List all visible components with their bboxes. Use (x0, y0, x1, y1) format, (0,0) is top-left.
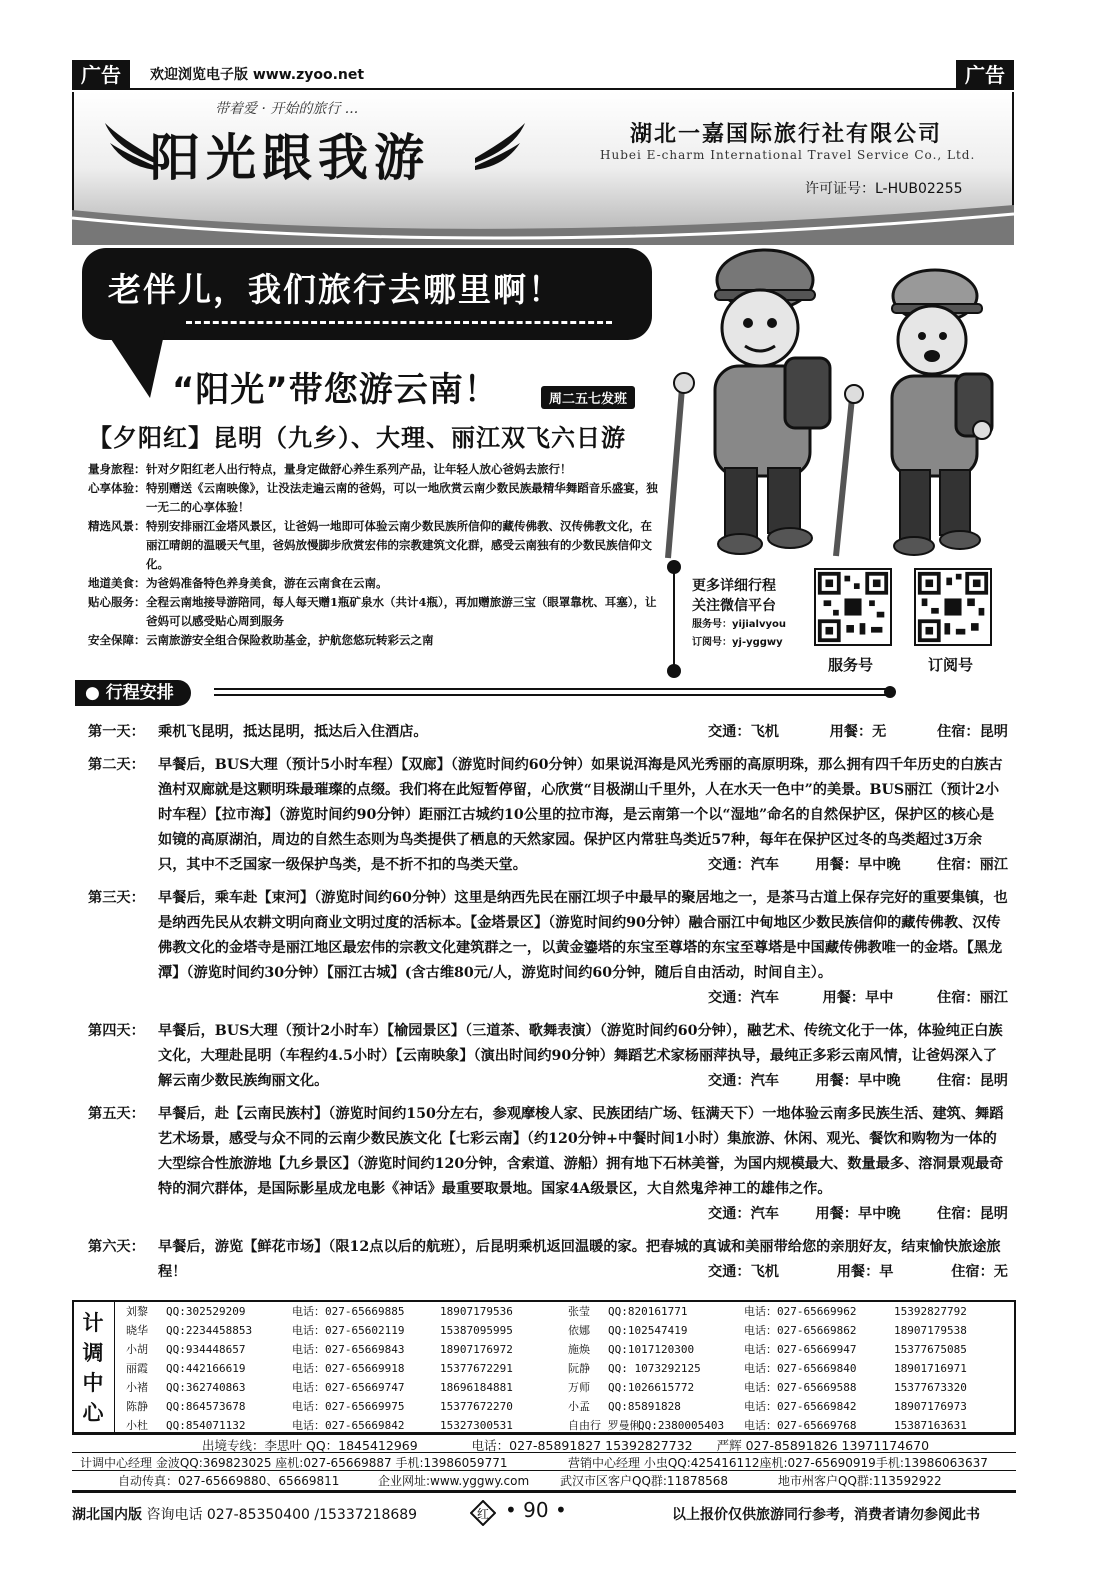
contact-row (568, 1302, 967, 1321)
contact-tel[interactable]: 电话：027-65669918 (292, 1362, 405, 1375)
contact-name: 万师 (568, 1381, 590, 1394)
feature-label: 心享体验： (88, 481, 146, 495)
contact-mobile[interactable]: 15387095995 (440, 1324, 513, 1337)
contact-row (568, 1397, 967, 1416)
feature-label: 安全保障： (88, 633, 146, 647)
fax-line: 自动传真：027-65669880、65669811 (118, 1474, 340, 1488)
day-text: 早餐后，赴【云南民族村】（游览时间约150分左右，参观摩梭人家、民族团结广场、钰满天下）一地体验云南多民族生活、建筑、舞蹈艺术场景，感受与众不同的云南少数民族文化【七彩云南】（约120分钟+中餐时间1小时）集旅游、休闲、观光、餐饮和购物为一体的大型综合性旅游地【九乡景区】（游览时间约120分钟，含索道、游船）拥有地下石林美誉，为国内规模最大、数量最多、溶洞景观最奇特的洞穴群体，是国际影星成龙电影《神话》最重要取景地。国家4A级景区，大自然鬼斧神工的雄伟之作。 (158, 1106, 1004, 1197)
subscribe-qr-label: 订阅号 (928, 656, 974, 674)
contact-mobile[interactable]: 18901716971 (894, 1362, 967, 1375)
contact-mobile[interactable]: 18907179536 (440, 1305, 513, 1318)
day-transport: 交通：汽车 (708, 1206, 779, 1222)
contact-row (568, 1321, 967, 1340)
contact-qq[interactable]: QQ:864573678 (166, 1400, 246, 1413)
service-qr-label: 服务号 (828, 656, 874, 674)
page-badge-icon (470, 1500, 496, 1526)
outbound-contact[interactable]: 出境专线：李思叶 QQ：1845412969 (202, 1438, 418, 1453)
feature-item (88, 574, 660, 593)
contact-mobile[interactable]: 18907176973 (894, 1400, 967, 1413)
subscribe-qr-code[interactable] (914, 568, 992, 646)
day-meta (708, 853, 1008, 878)
slogan-logo: 阳光跟我游 (150, 128, 430, 187)
wechat-line1: 更多详细行程 (692, 578, 776, 594)
contact-qq[interactable]: QQ:2234458853 (166, 1324, 253, 1337)
footer-disclaimer: 以上报价仅供旅游同行参考，消费者请勿参阅此书 (672, 1507, 980, 1523)
qq-group-wuhan[interactable]: 武汉市区客户QQ群:11878568 (560, 1474, 729, 1488)
contact-tel[interactable]: 电话：027-65669947 (744, 1343, 857, 1356)
elderly-couple-hiking-illustration (660, 238, 1010, 563)
contact-mobile[interactable]: 18907176972 (440, 1343, 513, 1356)
contact-mobile[interactable]: 15377675085 (894, 1343, 967, 1356)
contact-qq[interactable]: QQ:934448657 (166, 1343, 246, 1356)
welcome-text[interactable]: 欢迎浏览电子版 www.zyoo.net (150, 67, 365, 83)
feature-text: 针对夕阳红老人出行特点，量身定做舒心养生系列产品，让年轻人放心爸妈去旅行！ (146, 462, 572, 476)
contact-name: 依娜 (568, 1324, 590, 1337)
itinerary-day (88, 1235, 1008, 1285)
feature-text: 云南旅游安全组合保险救助基金，护航您悠玩转彩云之南 (146, 633, 434, 647)
contact-qq[interactable]: QQ:102547419 (608, 1324, 688, 1337)
section-rule (214, 688, 894, 696)
day-stay: 住宿：昆明 (937, 1073, 1008, 1089)
promo-subtitle: “阳光”带您游云南！ (172, 370, 499, 410)
feature-item (88, 593, 660, 631)
day-transport: 交通：汽车 (708, 1073, 779, 1089)
website-link[interactable]: 企业网址:www.yggwy.com (378, 1474, 530, 1488)
wechat-info (692, 576, 786, 652)
contact-mobile[interactable]: 18907179538 (894, 1324, 967, 1337)
day-stay: 住宿：昆明 (937, 724, 1008, 740)
itinerary-day (88, 886, 1008, 1011)
day-label: 第四天： (88, 1023, 145, 1039)
contact-name: 陈静 (126, 1400, 148, 1413)
day-text: 早餐后，乘车赴【束河】（游览时间约60分钟）这里是纳西先民在丽江坝子中最早的聚居地之一，是茶马古道上保存完好的重要集镇，也是纳西先民从农耕文明向商业文明过度的活标本。【金塔景区】（游览时间约90分钟）融合丽江中甸地区少数民族信仰的藏传佛教、汉传佛教文化的金塔寺是丽江地区最宏伟的宗教文化建筑群之一，以黄金鎏塔的东宝至尊塔的东宝至尊塔是中国藏传佛教唯一的金塔。【黑龙潭】（游览时间约30分钟）【丽江古城】(含古维80元/人，游览时间约60分钟，随后自由活动，时间自主）。 (158, 890, 1008, 981)
contact-qq[interactable]: QQ:1026615772 (608, 1381, 695, 1394)
contact-row (126, 1321, 513, 1340)
wechat-service-id: 服务号：yijialvyou (692, 619, 787, 630)
day-label: 第二天： (88, 757, 145, 773)
contact-qq[interactable]: QQ:85891828 (608, 1400, 681, 1413)
day-meal: 用餐：早中 (822, 990, 894, 1006)
footer-rule (72, 1490, 1016, 1493)
itinerary-day (88, 1019, 1008, 1094)
contact-tel[interactable]: 电话：027-65669975 (292, 1400, 405, 1413)
day-meal: 用餐：早中晚 (815, 1206, 901, 1222)
outbound-yanhui[interactable]: 严辉 027-85891826 13971174670 (716, 1438, 930, 1453)
service-qr-code[interactable] (814, 568, 892, 646)
manager-line[interactable]: 计调中心经理 金波QQ:369823025 座机:027-65669887 手机:13986059771 (80, 1456, 508, 1470)
contact-name: 丽霞 (126, 1362, 148, 1375)
contact-name: 小孟 (568, 1400, 590, 1413)
center-divider (114, 1300, 115, 1434)
departure-badge: 周二五七发班 (541, 386, 635, 409)
feature-item (88, 631, 660, 650)
day-stay: 住宿：丽江 (937, 990, 1008, 1006)
day-meta (708, 720, 1008, 745)
ad-tag-left: 广告 (72, 60, 130, 90)
contact-qq[interactable]: QQ:854071132 (166, 1419, 246, 1432)
contact-tel[interactable]: 电话：027-65669747 (292, 1381, 405, 1394)
contact-rule (72, 1470, 1016, 1471)
contact-row (568, 1359, 967, 1378)
day-label: 第一天： (88, 724, 145, 740)
contact-row (126, 1378, 513, 1397)
qr-divider (673, 565, 675, 673)
center-label: 计调中心 (82, 1311, 104, 1425)
contact-table-right (568, 1302, 967, 1435)
feature-text: 全程云南地接导游陪同，每人每天赠1瓶矿泉水（共计4瓶），再加赠旅游三宝（眼罩靠枕、耳塞），让爸妈可以感受贴心周到服务 (146, 595, 657, 628)
contact-mobile[interactable]: 15377672291 (440, 1362, 513, 1375)
company-name-cn: 湖北一嘉国际旅行社有限公司 (630, 122, 943, 147)
feature-label: 贴心服务： (88, 595, 146, 609)
contact-name: 小杜 (126, 1419, 148, 1432)
day-meal: 用餐：早 (836, 1264, 894, 1280)
day-transport: 交通：汽车 (708, 990, 779, 1006)
license-number: 许可证号：L-HUB02255 (805, 181, 963, 197)
feature-item (88, 460, 660, 479)
contact-qq[interactable]: QQ:1017120300 (608, 1343, 695, 1356)
day-label: 第六天： (88, 1239, 145, 1255)
contact-qq[interactable]: QQ:442166619 (166, 1362, 246, 1375)
contact-tel[interactable]: 电话：027-65669843 (292, 1343, 405, 1356)
day-meal: 用餐：无 (829, 724, 887, 740)
day-label: 第三天： (88, 890, 145, 906)
contact-qq[interactable]: QQ:2380005403 (638, 1419, 725, 1432)
qq-group-regions[interactable]: 地市州客户QQ群:113592922 (778, 1474, 942, 1488)
contact-mobile[interactable]: 18696184881 (440, 1381, 513, 1394)
slogan-small: 带着爱 · 开始的旅行 ... (215, 101, 359, 117)
day-transport: 交通：汽车 (708, 857, 779, 873)
company-name-en: Hubei E-charm International Travel Service Co., Ltd. (600, 148, 976, 162)
day-stay: 住宿：昆明 (937, 1206, 1008, 1222)
route-title: 【夕阳红】昆明（九乡）、大理、丽江双飞六日游 (88, 424, 626, 452)
contact-tel[interactable]: 电话：027-65602119 (292, 1324, 405, 1337)
contact-mobile[interactable]: 15377673320 (894, 1381, 967, 1394)
feature-item (88, 517, 660, 574)
footer-left (72, 1504, 417, 1524)
day-meal: 用餐：早中晚 (815, 857, 901, 873)
day-meal: 用餐：早中晚 (815, 1073, 901, 1089)
feature-text: 特别赠送《云南映像》，让没法走遍云南的爸妈，可以一地欣赏云南少数民族最精华舞蹈音乐盛宴，独一无二的心享体验！ (146, 481, 658, 514)
bubble-tail (105, 330, 165, 400)
contact-tel[interactable]: 电话：027-65669842 (744, 1400, 857, 1413)
contact-tel[interactable]: 电话：027-65669962 (744, 1305, 857, 1318)
contact-name: 小褚 (126, 1381, 148, 1394)
feature-label: 精选风景： (88, 519, 146, 533)
wechat-line2: 关注微信平台 (692, 598, 776, 614)
contact-name: 施焕 (568, 1343, 590, 1356)
contact-qq[interactable]: QQ:302529209 (166, 1305, 246, 1318)
outbound-tel[interactable]: 电话：027-85891827 15392827732 (471, 1438, 693, 1453)
ad-tag-right: 广告 (956, 60, 1014, 90)
headline-title: 老伴儿，我们旅行去哪里啊！ (108, 270, 563, 309)
itinerary-list (88, 720, 1008, 1293)
contact-tel[interactable]: 电话：027-65669588 (744, 1381, 857, 1394)
contact-mobile[interactable]: 15387163631 (894, 1419, 967, 1432)
day-meta (708, 1069, 1008, 1094)
day-meta (708, 986, 1008, 1011)
day-text: 早餐后，BUS大理（预计2小时车）【榆园景区】（三道茶、歌舞表演）（游览时间约60分钟），融艺术、传统文化于一体，体验纯正白族文化，大理赴昆明（车程约4.5小时）【云南映象】（演出时间约90分钟）舞蹈艺术家杨丽萍执导，最纯正多彩云南风情，让爸妈深入了解云南少数民族绚丽文化。 (158, 1023, 1003, 1089)
day-label: 第五天： (88, 1106, 145, 1122)
contact-name: 张莹 (568, 1305, 590, 1318)
feature-text: 特别安排丽江金塔风景区，让爸妈一地即可体验云南少数民族所信仰的藏传佛教、汉传佛教文化，在丽江晴朗的温暖天气里，爸妈放慢脚步欣赏宏伟的宗教建筑文化群，感受云南独有的少数民族信仰文化。 (146, 519, 652, 571)
itinerary-day (88, 1102, 1008, 1227)
contact-row (568, 1416, 967, 1435)
day-stay: 住宿：丽江 (937, 857, 1008, 873)
day-transport: 交通：飞机 (708, 724, 779, 740)
contact-mobile[interactable]: 15377672270 (440, 1400, 513, 1413)
header-rule (72, 88, 1014, 90)
contact-row (126, 1416, 513, 1435)
page-badge-text: 红 (476, 1507, 490, 1521)
qr-divider-dot-top (667, 560, 681, 574)
contact-row (126, 1397, 513, 1416)
contact-tel[interactable]: 电话：027-65669885 (292, 1305, 405, 1318)
contact-row (126, 1340, 513, 1359)
contact-name: 自由行 罗曼俐 (568, 1419, 641, 1432)
section-rule-dot (884, 686, 896, 698)
day-meta (708, 1202, 1008, 1227)
qr-divider-dot-bottom (667, 664, 681, 678)
day-text: 早餐后，游览【鲜花市场】（限12点以后的航班），后昆明乘机返回温暖的家。把春城的真诚和美丽带给您的亲朋好友，结束愉快旅途旅程！ (158, 1239, 1001, 1280)
contact-name: 刘黎 (126, 1305, 148, 1318)
contact-row (568, 1378, 967, 1397)
bubble-dash-line (186, 321, 612, 324)
day-text: 乘机飞昆明，抵达昆明，抵达后入住酒店。 (158, 724, 428, 740)
feature-text: 为爸妈准备特色养身美食，游在云南食在云南。 (146, 576, 388, 590)
contact-qq[interactable]: QQ:362740863 (166, 1381, 246, 1394)
itinerary-day (88, 720, 1008, 745)
feature-label: 量身旅程： (88, 462, 146, 476)
footer-hotline: 咨询电话 027-85350400 /15337218689 (146, 1507, 418, 1523)
itinerary-section-title: ● 行程安排 (75, 680, 191, 706)
contact-tel[interactable]: 电话：027-65669768 (744, 1419, 857, 1432)
contact-mobile[interactable]: 15392827792 (894, 1305, 967, 1318)
contact-qq[interactable]: QQ: 1073292125 (608, 1362, 701, 1375)
right-wing-icon (470, 118, 530, 178)
feature-list (88, 460, 660, 650)
contact-name: 阮静 (568, 1362, 590, 1375)
contact-table-left (126, 1302, 513, 1435)
footer-edition: 湖北国内版 (72, 1507, 142, 1523)
itinerary-day (88, 753, 1008, 878)
sales-line[interactable]: 营销中心经理 小虫QQ:425416112座机:027-65690919手机:13986063637 (568, 1456, 988, 1470)
wechat-subscribe-id: 订阅号：yj-yggwy (692, 637, 783, 648)
contact-tel[interactable]: 电话：027-65669862 (744, 1324, 857, 1337)
day-meta (708, 1260, 1008, 1285)
contact-row (126, 1359, 513, 1378)
contact-rule (72, 1452, 1016, 1453)
contact-name: 小胡 (126, 1343, 148, 1356)
contact-mobile[interactable]: 15327300531 (440, 1419, 513, 1432)
day-transport: 交通：飞机 (708, 1264, 779, 1280)
day-text: 早餐后，BUS大理（预计5小时车程）【双廊】（游览时间约60分钟）如果说洱海是风光秀丽的高原明珠，那么拥有四千年历史的白族古渔村双廊就是这颗明珠最璀璨的点缀。我们将在此短暂停留，心欣赏“目极湖山千里外，人在水天一色中”的美景。BUS丽江（预计2小时车程）【拉市海】（游览时间约90分钟）距丽江古城约10公里的拉市海，是云南第一个以“湿地”命名的自然保护区，保护区的核心是如镜的高原湖泊，周边的自然生态则为鸟类提供了栖息的天然家园。保护区内常驻鸟类近57种，每年在保护区过冬的鸟类超过3万余只，其中不乏国家一级保护鸟类，是不折不扣的鸟类天堂。 (158, 757, 1003, 873)
page-number: • 90 • (505, 1498, 567, 1522)
contact-rule (72, 1434, 1016, 1435)
feature-label: 地道美食： (88, 576, 146, 590)
contact-row (126, 1302, 513, 1321)
contact-name: 晓华 (126, 1324, 148, 1337)
contact-row (568, 1340, 967, 1359)
contact-tel[interactable]: 电话：027-65669842 (292, 1419, 405, 1432)
contact-qq[interactable]: QQ:820161771 (608, 1305, 688, 1318)
feature-item (88, 479, 660, 517)
day-stay: 住宿：无 (951, 1264, 1008, 1280)
contact-tel[interactable]: 电话：027-65669840 (744, 1362, 857, 1375)
